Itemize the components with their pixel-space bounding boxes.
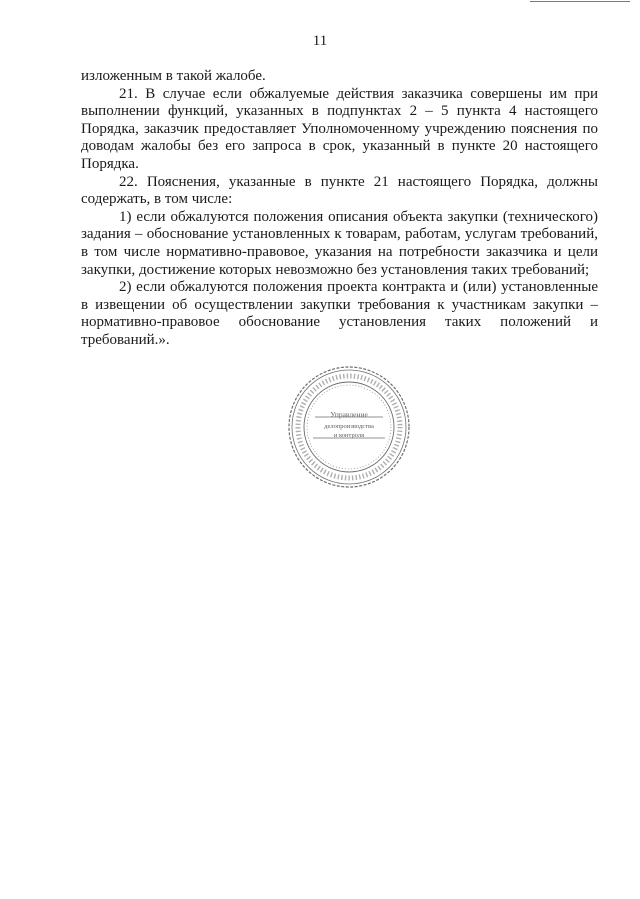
seal-line-1: Управление [330, 410, 368, 419]
paragraph-22-item-1: 1) если обжалуются положения описания объекта закупки (технического) задания – обоснование установленных к товарам, работам, услугам требований, в том числе нормативно-правовое, указания на потребности заказчика и цели закупки, достижение которых невозможно без установления таких требований; [81, 208, 598, 278]
paragraph-22: 22. Пояснения, указанные в пункте 21 настоящего Порядка, должны содержать, в том числе: [81, 173, 598, 208]
paragraph-21: 21. В случае если обжалуемые действия заказчика совершены им при выполнении функций, указанных в подпунктах 2 – 5 пункта 4 настоящего Порядка, заказчик предоставляет Уполномоченному учреждению пояснения по доводам жалобы без его запроса в срок, указанный в пункте 20 настоящего Порядка. [81, 85, 598, 172]
page-number: 11 [312, 33, 328, 49]
paragraph-22-item-2: 2) если обжалуются положения проекта контракта и (или) установленные в извещении об осуществлении закупки требования к участникам закупки – нормативно-правовое обоснование установления таких положений и требований.». [81, 279, 598, 348]
seal-line-3: и контроля [333, 432, 365, 439]
top-edge-line [530, 1, 630, 2]
official-seal [287, 365, 411, 489]
document-body [81, 68, 598, 350]
paragraph-continuation: изложенным в такой жалобе. [81, 68, 266, 84]
seal-line-2: делопроизводства [324, 423, 374, 430]
